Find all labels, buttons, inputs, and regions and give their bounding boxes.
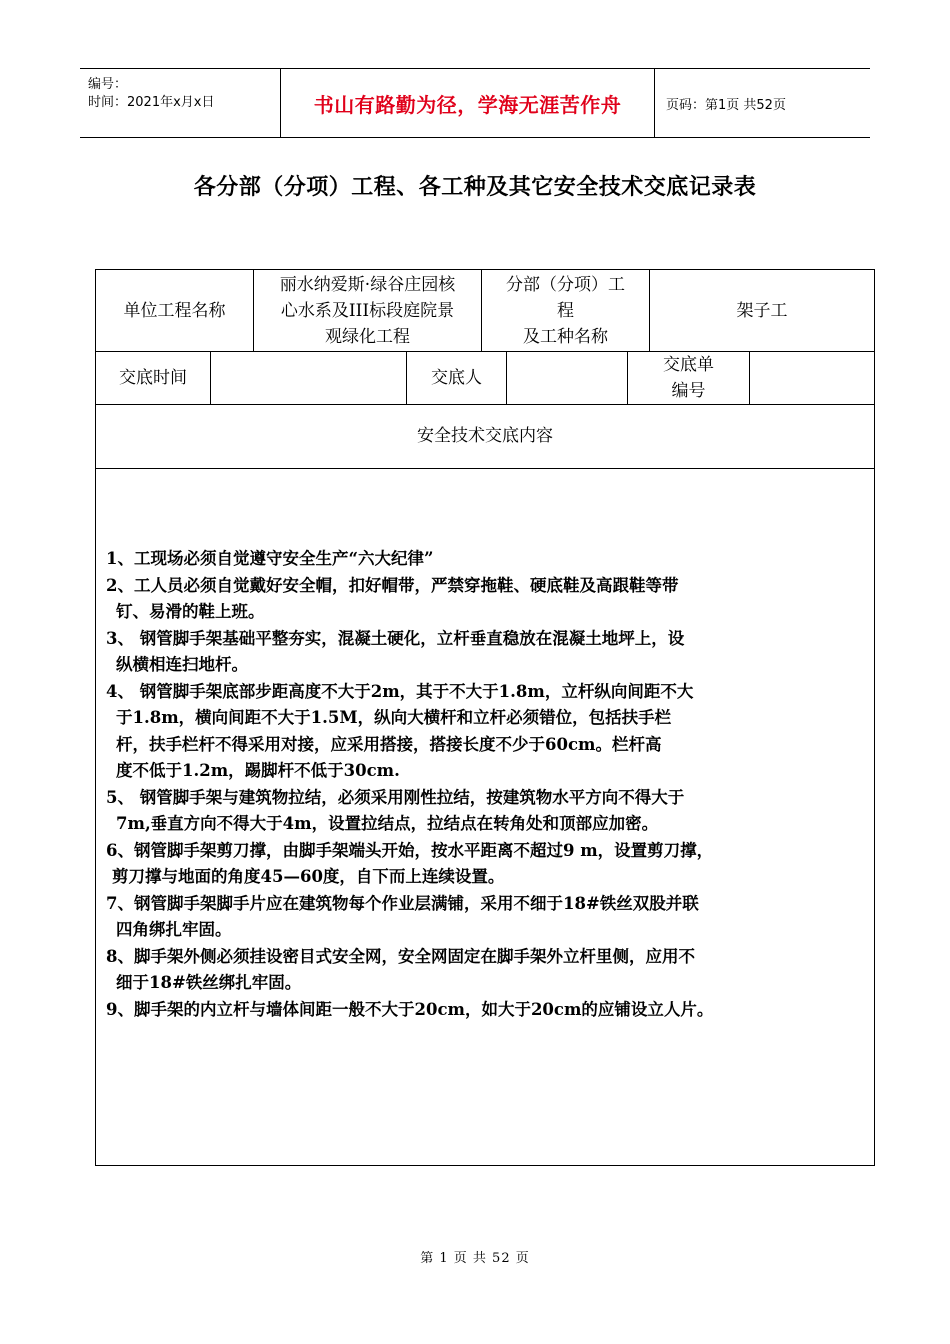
table-row-project <box>96 270 874 352</box>
content-line: 于1.8m，横向间距不大于1.5M，纵向大横杆和立杆必须错位，包括扶手栏 <box>116 708 672 727</box>
content-line: 四角绑扎牢固。 <box>116 920 232 939</box>
doc-no-value-cell <box>750 351 874 404</box>
content-line: 7、钢管脚手架脚手片应在建筑物每个作业层满铺，采用不细于18#铁丝双股并联 <box>106 894 699 913</box>
doc-no-label-line-2: 编号 <box>671 380 706 401</box>
content-line: 剪刀撑与地面的角度45—60度，自下而上连续设置。 <box>112 867 505 886</box>
header-page-info: 页码：第1页 共52页 <box>666 97 786 113</box>
page-footer: 第 1 页 共 52 页 <box>420 1251 530 1266</box>
unit-project-line-1: 丽水纳爱斯·绿谷庄园核 <box>279 274 456 295</box>
sub-project-value: 架子工 <box>736 300 788 321</box>
time-label-cell: 交底时间 <box>96 351 211 404</box>
unit-project-label: 单位工程名称 <box>96 270 254 351</box>
content-line: 6、钢管脚手架剪刀撑，由脚手架端头开始，按水平距离不超过9 m，设置剪刀撑， <box>106 841 714 860</box>
serial-label: 编号： <box>88 77 128 92</box>
content-line: 4、 钢管脚手架底部步距高度不大于2m，其于不大于1.8m，立杆纵向间距不大 <box>106 682 694 701</box>
content-line: 8、脚手架外侧必须挂设密目式安全网，安全网固定在脚手架外立杆里侧，应用不 <box>106 947 695 966</box>
document-header <box>80 68 870 138</box>
sub-project-label-line-2: 程 <box>557 300 574 321</box>
doc-no-label-line-1: 交底单 <box>663 354 714 375</box>
content-line: 细于18#铁丝绑扎牢固。 <box>116 973 302 992</box>
content-line: 9、脚手架的内立杆与墙体间距一般不大于20cm，如大于20cm的应铺设立人片。 <box>106 1000 714 1019</box>
content-line: 纵横相连扫地杆。 <box>116 655 248 674</box>
disclosure-table <box>95 269 875 1166</box>
sub-project-label-line-3: 及工种名称 <box>523 326 608 347</box>
person-label-cell: 交底人 <box>407 351 507 404</box>
table-row-meta <box>96 351 874 405</box>
content-line: 5、 钢管脚手架与建筑物拉结，必须采用刚性拉结，按建筑物水平方向不得大于 <box>106 788 685 807</box>
content-line: 2、工人员必须自觉戴好安全帽，扣好帽带，严禁穿拖鞋、硬底鞋及高跟鞋等带 <box>106 576 679 595</box>
unit-project-line-2: 心水系及III标段庭院景 <box>280 300 455 321</box>
content-line: 7m,垂直方向不得大于4m，设置拉结点，拉结点在转角处和顶部应加密。 <box>116 814 659 833</box>
content-line: 度不低于1.2m，踢脚杆不低于30cm. <box>116 761 400 780</box>
unit-project-line-3: 观绿化工程 <box>325 326 410 347</box>
header-meta <box>80 69 281 137</box>
table-row-heading <box>96 404 874 469</box>
content-line: 1、工现场必须自觉遵守安全生产“六大纪律” <box>106 549 434 568</box>
content-line: 杆，扶手栏杆不得采用对接，应采用搭接，搭接长度不少于60cm。栏杆高 <box>116 735 662 754</box>
doc-no-label-cell <box>628 351 750 404</box>
time-value-cell <box>211 351 407 404</box>
sub-project-label-line-1: 分部（分项）工 <box>506 274 625 295</box>
time-label: 时间：2021年x月x日 <box>88 95 215 110</box>
header-motto: 书山有路勤为径，学海无涯苦作舟 <box>281 69 655 137</box>
content-line: 钉、易滑的鞋上班。 <box>116 602 265 621</box>
content-line: 3、 钢管脚手架基础平整夯实，混凝土硬化，立杆垂直稳放在混凝土地坪上，设 <box>106 629 685 648</box>
content-heading: 安全技术交底内容 <box>417 426 553 446</box>
unit-project-value <box>254 270 482 351</box>
person-value-cell <box>507 351 628 404</box>
sub-project-label <box>482 270 650 351</box>
page-title: 各分部（分项）工程、各工种及其它安全技术交底记录表 <box>193 174 757 200</box>
